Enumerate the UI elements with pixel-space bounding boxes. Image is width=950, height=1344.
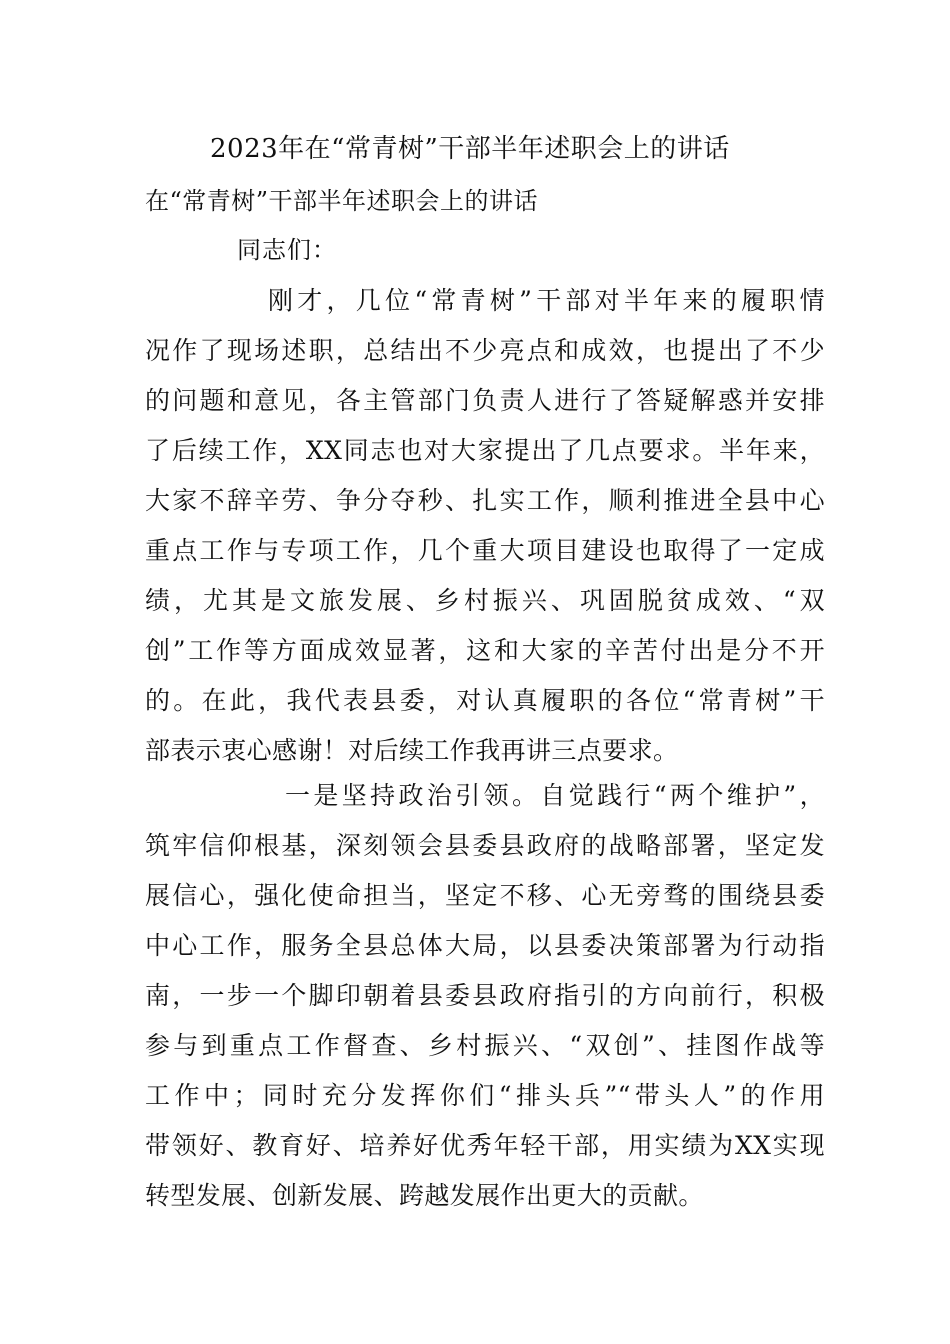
salutation: 同志们：: [237, 236, 337, 264]
paragraph-line: 参与到重点工作督查、乡村振兴、“双创”、挂图作战等: [145, 1031, 825, 1060]
paragraph-line: 部表示衷心感谢！对后续工作我再讲三点要求。: [145, 736, 679, 765]
paragraph-line: 的问题和意见，各主管部门负责人进行了答疑解惑并安排: [145, 386, 825, 415]
paragraph-line: 筑牢信仰根基，深刻领会县委县政府的战略部署，坚定发: [145, 831, 825, 860]
paragraph-line: 一是坚持政治引领。自觉践行“两个维护”，: [285, 781, 825, 810]
paragraph-line: 展信心，强化使命担当，坚定不移、心无旁骛的围绕县委: [145, 881, 825, 910]
paragraph-line: 带领好、教育好、培养好优秀年轻干部，用实绩为XX实现: [145, 1131, 825, 1160]
paragraph-line: 创”工作等方面成效显著，这和大家的辛苦付出是分不开: [145, 636, 825, 665]
paragraph-1: [145, 276, 825, 776]
paragraph-line: 南，一步一个脚印朝着县委县政府指引的方向前行，积极: [145, 981, 825, 1010]
paragraph-line: 中心工作，服务全县总体大局，以县委决策部署为行动指: [145, 931, 825, 960]
paragraph-line: 刚才，几位“常青树”干部对半年来的履职情: [268, 286, 825, 315]
document-title: 2023年在“常青树”干部半年述职会上的讲话: [210, 134, 730, 164]
paragraph-line: 了后续工作，XX同志也对大家提出了几点要求。半年来，: [145, 436, 825, 465]
paragraph-line: 的。在此，我代表县委，对认真履职的各位“常青树”干: [145, 686, 825, 715]
paragraph-2: [145, 771, 825, 1221]
paragraph-line: 重点工作与专项工作，几个重大项目建设也取得了一定成: [145, 536, 825, 565]
paragraph-line: 大家不辞辛劳、争分夺秒、扎实工作，顺利推进全县中心: [145, 486, 825, 515]
paragraph-line: 况作了现场述职，总结出不少亮点和成效，也提出了不少: [145, 336, 825, 365]
paragraph-line: 绩，尤其是文旅发展、乡村振兴、巩固脱贫成效、“双: [145, 586, 825, 615]
paragraph-line: 转型发展、创新发展、跨越发展作出更大的贡献。: [145, 1181, 704, 1210]
paragraph-line: 工作中；同时充分发挥你们“排头兵”“带头人”的作用: [145, 1081, 825, 1110]
document-subtitle: 在“常青树”干部半年述职会上的讲话: [145, 187, 539, 215]
